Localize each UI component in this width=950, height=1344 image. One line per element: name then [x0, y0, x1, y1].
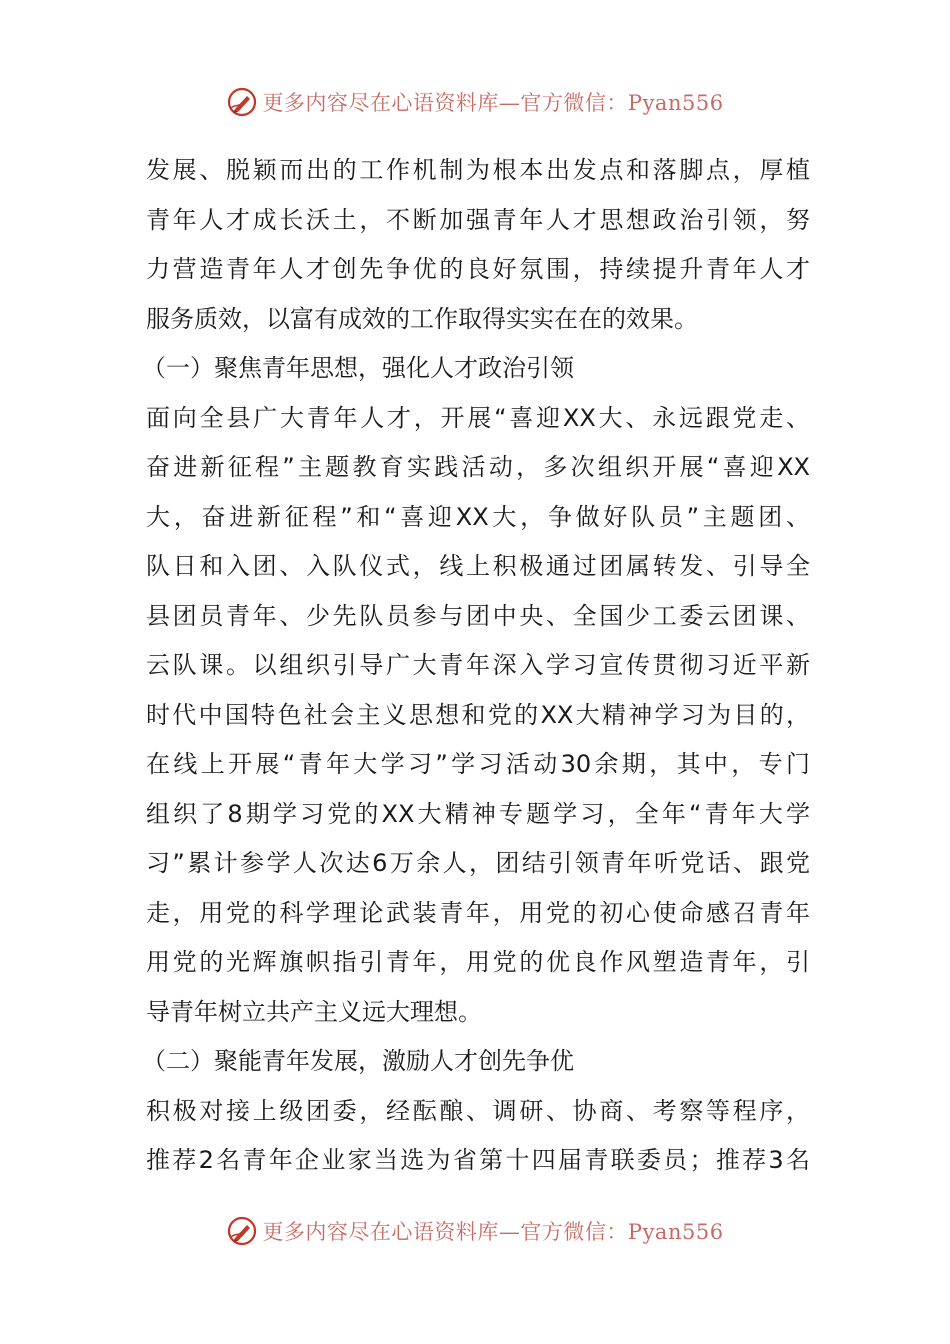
paragraph-line: 走，用党的科学理论武装青年，用党的初心使命感召青年: [146, 898, 810, 927]
pen-logo-icon: [226, 86, 258, 118]
header-watermark-banner: [0, 82, 950, 122]
paragraph-line: 服务质效，以富有成效的工作取得实实在在的效果。: [146, 304, 698, 333]
footer-watermark-banner: [0, 1211, 950, 1251]
paragraph-line: 发展、脱颖而出的工作机制为根本出发点和落脚点，厚植: [146, 156, 810, 184]
pen-logo-icon: [226, 1215, 258, 1247]
section-heading-2: （二）聚能青年发展，激励人才创先争优: [142, 1047, 574, 1075]
paragraph-line: 组织了8期学习党的XX大精神专题学习，全年“青年大学: [146, 799, 810, 828]
paragraph-line: 在线上开展“青年大学习”学习活动30余期，其中，专门: [146, 750, 810, 778]
paragraph-line: 青年人才成长沃土，不断加强青年人才思想政治引领，努: [146, 205, 810, 234]
paragraph-line: 导青年树立共产主义远大理想。: [146, 997, 482, 1026]
paragraph-line: 队日和入团、入队仪式，线上积极通过团属转发、引导全: [146, 552, 810, 580]
paragraph-line: 时代中国特色社会主义思想和党的XX大精神学习为目的，: [146, 700, 810, 729]
paragraph-line: 用党的光辉旗帜指引青年，用党的优良作风塑造青年，引: [146, 948, 810, 976]
paragraph-line: 习”累计参学人次达6万余人，团结引领青年听党话、跟党: [146, 849, 810, 877]
section-heading-1: （一）聚焦青年思想，强化人才政治引领: [142, 354, 574, 382]
paragraph-line: 云队课。以组织引导广大青年深入学习宣传贯彻习近平新: [146, 651, 810, 679]
paragraph-line: 面向全县广大青年人才，开展“喜迎XX大、永远跟党走、: [146, 403, 810, 432]
footer-watermark-text: 更多内容尽在心语资料库—官方微信：Pyan556: [262, 1220, 724, 1244]
paragraph-line: 大，奋进新征程”和“喜迎XX大，争做好队员”主题团、: [146, 502, 810, 531]
paragraph-line: 奋进新征程”主题教育实践活动，多次组织开展“喜迎XX: [146, 453, 810, 481]
paragraph-line: 积极对接上级团委，经酝酿、调研、协商、考察等程序，: [146, 1096, 810, 1125]
paragraph-line: 力营造青年人才创先争优的良好氛围，持续提升青年人才: [146, 255, 810, 283]
paragraph-line: 推荐2名青年企业家当选为省第十四届青联委员；推荐3名: [146, 1146, 810, 1174]
header-watermark-text: 更多内容尽在心语资料库—官方微信：Pyan556: [262, 91, 724, 115]
document-body: [142, 146, 810, 1186]
paragraph-line: 县团员青年、少先队员参与团中央、全国少工委云团课、: [146, 601, 810, 630]
